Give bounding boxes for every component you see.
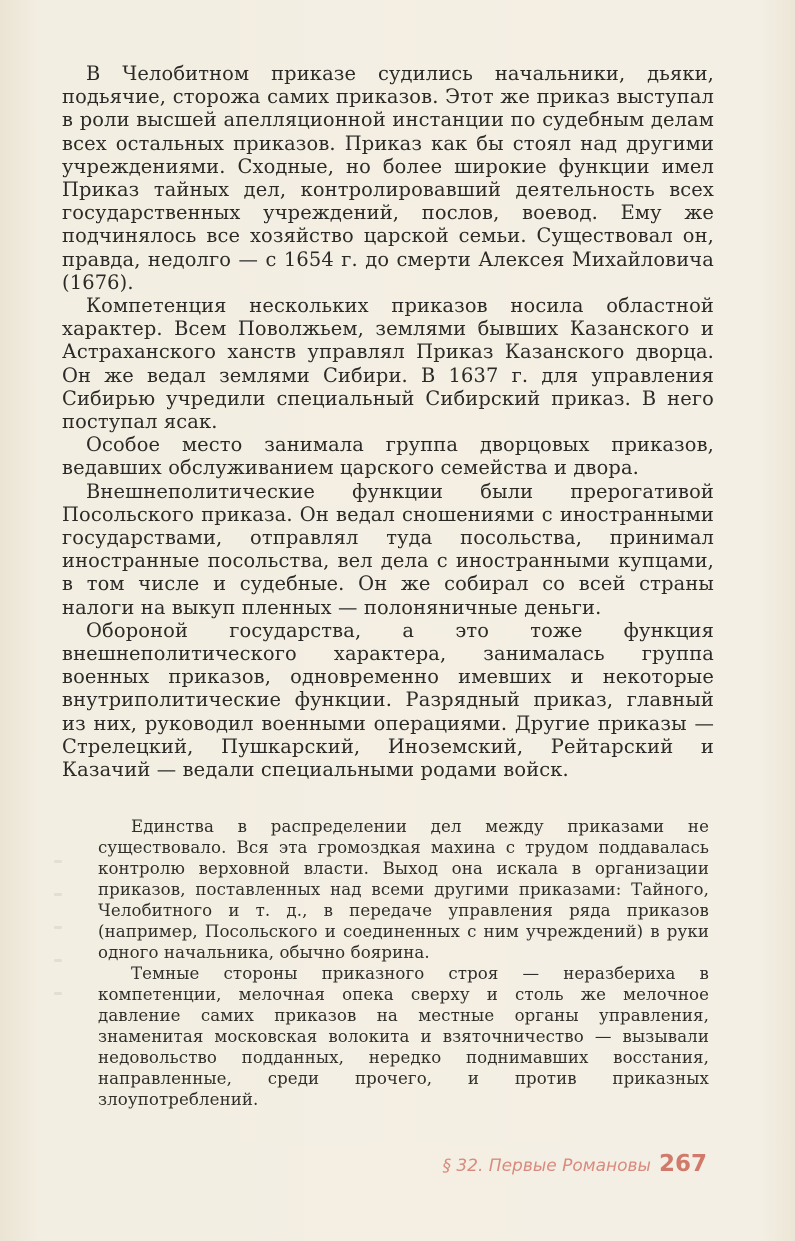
edge-mark (54, 893, 62, 896)
running-head: § 32. Первые Романовы (442, 1156, 651, 1176)
aside-paragraph-1: Единства в распределении дел между приказами не существовало. Вся эта громоздкая махина с трудом поддавалась контролю верховной власти. Выход она искала в организации приказов, поставленных над всеми другими приказами: Тайного, Челобитного и т. д., в передаче управления ряда приказов (например, Посольского и соединенных с ним учреждений) в руки одного начальника, обычно боярина. (98, 817, 709, 962)
main-paragraph-4: Внешнеполитические функции были прерогативой Посольского приказа. Он ведал сношениями с иностранными государствами, отправлял туда посольства, принимал иностранные посольства, вел дела с иностранными купцами, в том числе и судебные. Он же собирал со всей страны налоги на выкуп пленных — полоняничные деньги. (62, 479, 714, 619)
main-paragraph-2: Компетенция нескольких приказов носила областной характер. Всем Поволжьем, землями бывших Казанского и Астраханского ханств управлял Приказ Казанского дворца. Он же ведал землями Сибири. В 1637 г. для управления Сибирью учредили специальный Сибирский приказ. В него поступал ясак. (62, 294, 714, 434)
page-number: 267 (658, 1151, 707, 1177)
edge-mark (54, 926, 62, 929)
page-footer (442, 1151, 707, 1177)
edge-mark (54, 959, 62, 962)
main-paragraph-5: Обороной государства, а это тоже функция внешнеполитического характера, занималась группа военных приказов, одновременно имевших и некоторые внутриполитические функции. Разрядный приказ, главный из них, руководил военными операциями. Другие приказы — Стрелецкий, Пушкарский, Иноземский, Рейтарский и Казачий — ведали специальными родами войск. (62, 618, 714, 782)
aside-paragraph-2: Темные стороны приказного строя — неразбериха в компетенции, мелочная опека сверху и столь же мелочное давление самих приказов на местные органы управления, знаменитая московская волокита и взяточничество — вызывали недовольство подданных, нередко поднимавших восстания, направленные, среди прочего, и против приказных злоупотреблений. (98, 964, 709, 1109)
main-paragraph-3: Особое место занимала группа дворцовых приказов, ведавших обслуживанием царского семейства и двора. (62, 433, 714, 480)
aside-text-block (98, 816, 709, 1110)
main-paragraph-1: В Челобитном приказе судились начальники, дьяки, подьячие, сторожа самих приказов. Этот же приказ выступал в роли высшей апелляционной инстанции по судебным делам всех остальных приказов. Приказ как бы стоял над другими учреждениями. Сходные, но более широкие функции имел Приказ тайных дел, контролировавший деятельность всех государственных учреждений, послов, воевод. Ему же подчинялось все хозяйство царской семьи. Существовал он, правда, недолго — с 1654 г. до смерти Алексея Михайловича (1676). (62, 62, 714, 294)
main-text-block (62, 62, 714, 781)
page-edge-marks (52, 830, 66, 1130)
edge-mark (54, 992, 62, 995)
edge-mark (54, 860, 62, 863)
